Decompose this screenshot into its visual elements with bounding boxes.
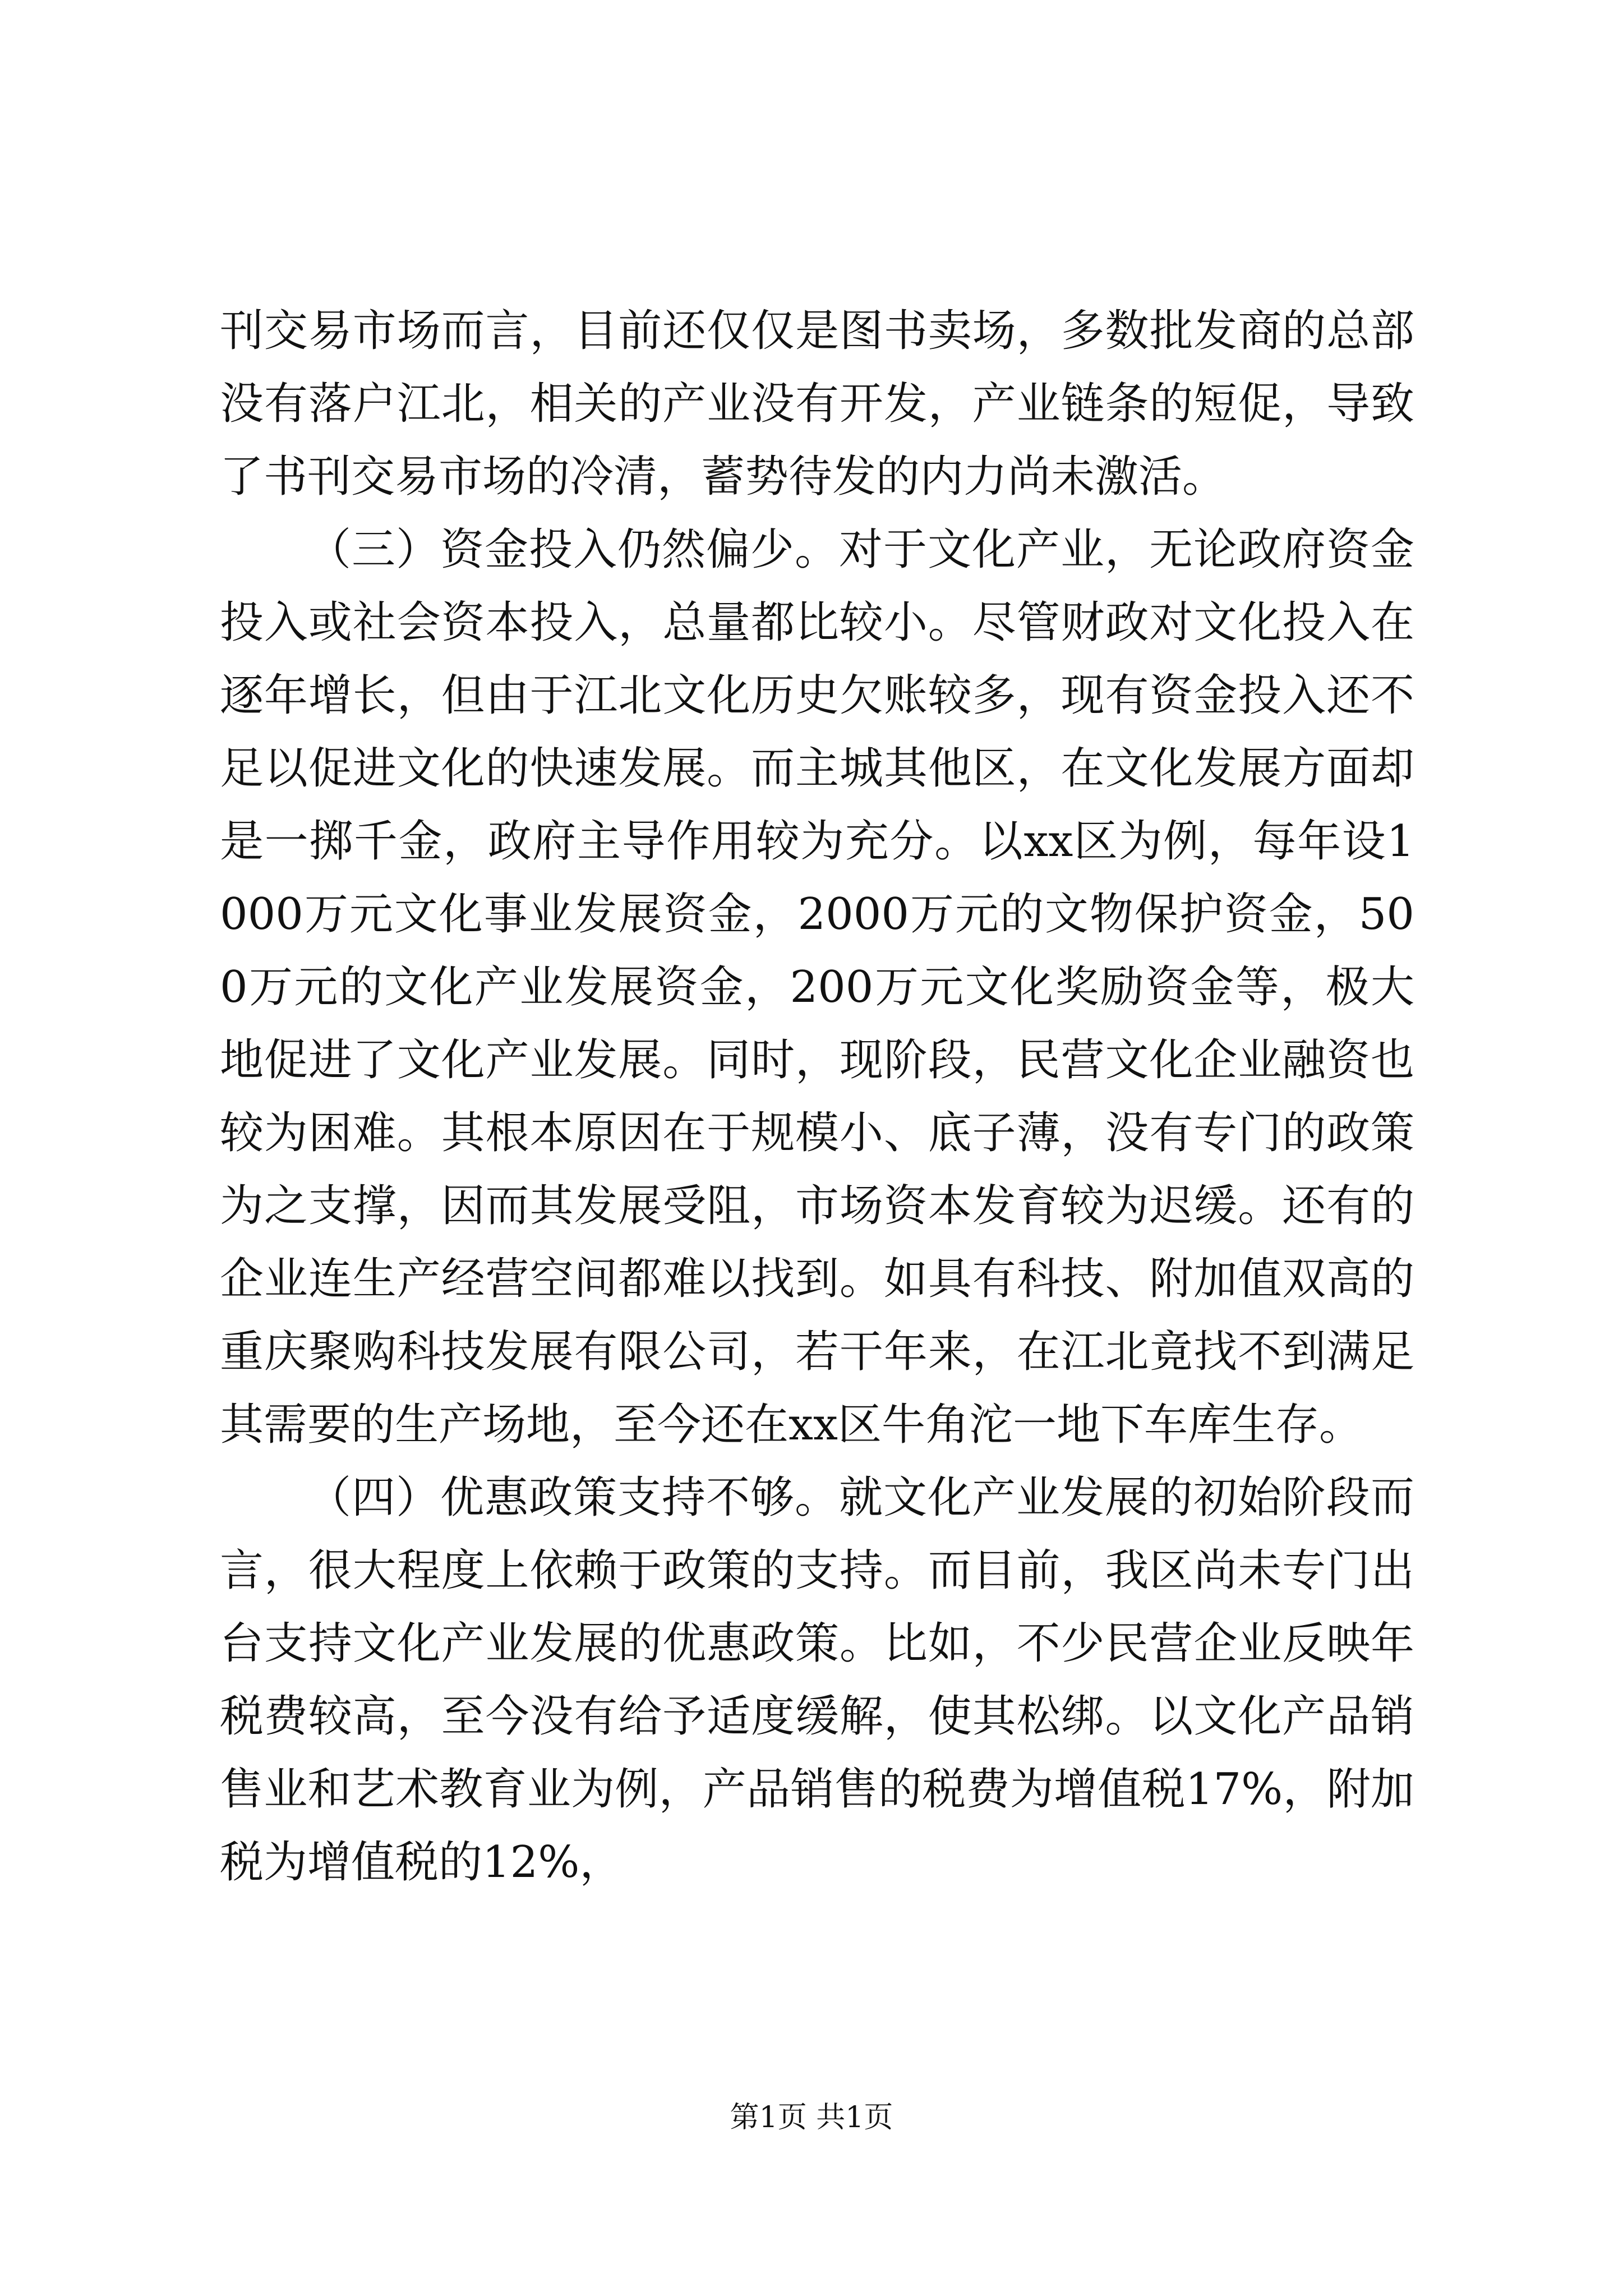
page-footer: [0, 2098, 1623, 2137]
paragraph-2: （三）资金投入仍然偏少。对于文化产业，无论政府资金投入或社会资本投入，总量都比较小。尽管财政对文化投入在逐年增长，但由于江北文化历史欠账较多，现有资金投入还不足以促进文化的快速发展。而主城其他区，在文化发展方面却是一掷千金，政府主导作用较为充分。以xx区为例，每年设1000万元文化事业发展资金，2000万元的文物保护资金，500万元的文化产业发展资金，200万元文化奖励资金等，极大地促进了文化产业发展。同时，现阶段，民营文化企业融资也较为困难。其根本原因在于规模小、底子薄，没有专门的政策为之支撑，因而其发展受阻，市场资本发育较为迟缓。还有的企业连生产经营空间都难以找到。如具有科技、附加值双高的重庆聚购科技发展有限公司，若干年来，在江北竟找不到满足其需要的生产场地，至今还在xx区牛角沱一地下车库生存。: [220, 524, 1414, 1450]
page-number: 第1页 共1页: [730, 2101, 893, 2134]
document-body: [220, 295, 1414, 1899]
paragraph-3: （四）优惠政策支持不够。就文化产业发展的初始阶段而言，很大程度上依赖于政策的支持。而目前，我区尚未专门出台支持文化产业发展的优惠政策。比如，不少民营企业反映年税费较高，至今没有给予适度缓解，使其松绑。以文化产品销售业和艺术教育业为例，产品销售的税费为增值税17%，附加税为增值税的12%，: [220, 1473, 1414, 1888]
paragraph-1: 刊交易市场而言，目前还仅仅是图书卖场，多数批发商的总部没有落户江北，相关的产业没有开发，产业链条的短促，导致了书刊交易市场的冷清，蓄势待发的内力尚未激活。: [220, 306, 1414, 502]
